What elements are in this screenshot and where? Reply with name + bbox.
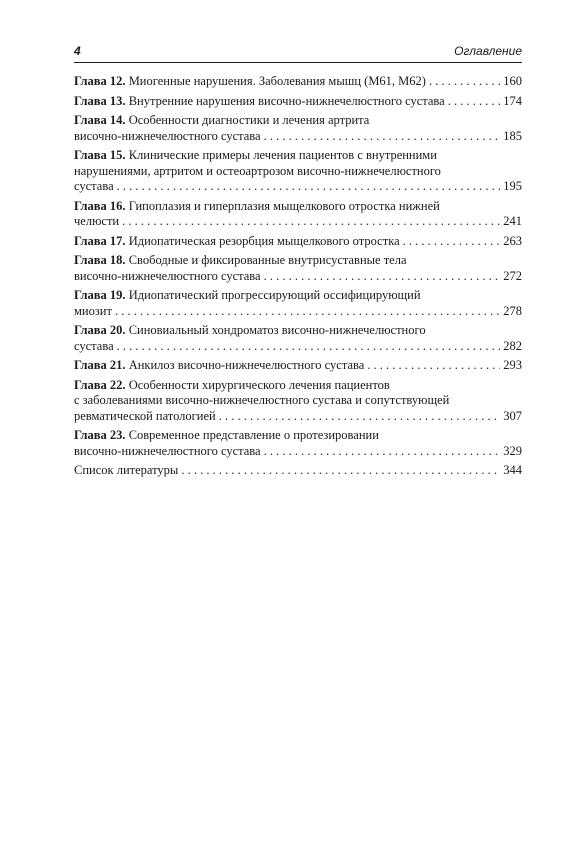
toc-entry-line: [74, 113, 522, 129]
toc-entry-line: [74, 269, 522, 285]
toc-entry[interactable]: [74, 199, 522, 230]
chapter-title: миозит: [74, 303, 112, 318]
dot-leader: [264, 269, 501, 285]
dot-leader: [403, 234, 501, 250]
chapter-title: Идиопатический прогрессирующий оссифицирующий: [128, 288, 421, 302]
dot-leader: [264, 444, 501, 460]
running-header: [74, 42, 522, 63]
chapter-title: Синовиальный хондроматоз височно-нижнечелюстного: [128, 323, 426, 337]
toc-entry-line: [74, 358, 522, 374]
chapter-number: Глава 20.: [74, 323, 126, 337]
toc-entry[interactable]: [74, 463, 522, 479]
toc-entry-line: [74, 304, 522, 320]
chapter-title: Свободные и фиксированные внутрисуставные тела: [128, 253, 407, 267]
toc-entry-line: [74, 253, 522, 269]
toc-entry[interactable]: [74, 234, 522, 250]
chapter-number: Глава 16.: [74, 198, 126, 213]
chapter-title: Особенности хирургического лечения пациентов: [128, 377, 390, 392]
page-ref: 329: [503, 443, 522, 458]
section-title: Оглавление: [454, 44, 522, 58]
toc-entry[interactable]: [74, 428, 522, 459]
toc-entry-line: [74, 339, 522, 355]
toc-entry-line: [74, 393, 522, 409]
chapter-title: Внутренние нарушения височно-нижнечелюстного сустава: [128, 93, 445, 108]
dot-leader: [448, 94, 501, 110]
chapter-title: сустава: [74, 179, 114, 193]
chapter-number: Глава 15.: [74, 148, 126, 162]
toc-entry-line: [74, 428, 522, 444]
toc-entry-line: [74, 463, 522, 479]
page-ref: 185: [503, 128, 522, 143]
page-ref: 195: [503, 179, 522, 193]
toc-entry-line: [74, 179, 522, 195]
table-of-contents: [74, 74, 522, 483]
toc-entry[interactable]: [74, 288, 522, 319]
chapter-title: Миогенные нарушения. Заболевания мышц (M61, M62): [128, 74, 426, 88]
chapter-title: Список литературы: [74, 463, 179, 477]
chapter-number: Глава 19.: [74, 288, 126, 302]
chapter-number: Глава 21.: [74, 358, 126, 372]
chapter-number: Глава 12.: [74, 74, 126, 88]
toc-entry-line: [74, 164, 522, 180]
chapter-number: Глава 18.: [74, 253, 126, 267]
chapter-number: Глава 17.: [74, 233, 126, 248]
page-ref: 307: [503, 408, 522, 423]
toc-entry-line: [74, 444, 522, 460]
chapter-number: Глава 22.: [74, 377, 126, 392]
dot-leader: [117, 179, 501, 195]
chapter-title: височно-нижнечелюстного сустава: [74, 268, 261, 283]
toc-entry-line: [74, 234, 522, 250]
chapter-title: ревматической патологией: [74, 408, 216, 423]
chapter-title: нарушениями, артритом и остеоартрозом височно-нижнечелюстного: [74, 163, 441, 178]
toc-entry[interactable]: [74, 253, 522, 284]
page-ref: 263: [503, 233, 522, 248]
toc-entry-line: [74, 214, 522, 230]
chapter-title: челюсти: [74, 214, 120, 228]
page-ref: 293: [503, 358, 522, 372]
dot-leader: [117, 339, 501, 355]
toc-entry-line: [74, 94, 522, 110]
toc-entry-line: [74, 148, 522, 164]
chapter-title: с заболеваниями височно-нижнечелюстного сустава и сопутствующей: [74, 393, 450, 407]
dot-leader: [115, 304, 500, 320]
page-ref: 278: [503, 303, 522, 318]
chapter-title: сустава: [74, 338, 114, 353]
toc-entry[interactable]: [74, 358, 522, 374]
page-ref: 241: [503, 214, 522, 228]
page-ref: 174: [503, 93, 522, 108]
chapter-title: височно-нижнечелюстного сустава: [74, 443, 261, 458]
chapter-title: Анкилоз височно-нижнечелюстного сустава: [128, 358, 365, 372]
dot-leader: [429, 74, 500, 90]
chapter-title: Гипоплазия и гиперплазия мыщелкового отростка нижней: [128, 198, 440, 213]
chapter-title: Клинические примеры лечения пациентов с внутренними: [128, 148, 437, 162]
toc-entry[interactable]: [74, 148, 522, 195]
chapter-title: височно-нижнечелюстного сустава: [74, 128, 261, 143]
toc-entry-line: [74, 129, 522, 145]
dot-leader: [122, 214, 500, 230]
toc-entry[interactable]: [74, 378, 522, 425]
dot-leader: [219, 409, 501, 425]
dot-leader: [181, 463, 500, 479]
toc-entry-line: [74, 409, 522, 425]
toc-entry-line: [74, 323, 522, 339]
page-number: 4: [74, 44, 81, 58]
dot-leader: [367, 358, 500, 374]
toc-entry[interactable]: [74, 94, 522, 110]
chapter-number: Глава 14.: [74, 113, 126, 127]
toc-entry-line: [74, 74, 522, 90]
page-ref: 272: [503, 268, 522, 283]
toc-entry[interactable]: [74, 74, 522, 90]
dot-leader: [264, 129, 501, 145]
page-ref: 282: [503, 338, 522, 353]
toc-entry-line: [74, 288, 522, 304]
chapter-number: Глава 23.: [74, 428, 126, 442]
chapter-number: Глава 13.: [74, 93, 126, 108]
page-ref: 160: [503, 74, 522, 88]
toc-entry[interactable]: [74, 113, 522, 144]
page-ref: 344: [503, 463, 522, 477]
toc-entry[interactable]: [74, 323, 522, 354]
toc-entry-line: [74, 199, 522, 215]
chapter-title: Идиопатическая резорбция мыщелкового отростка: [128, 233, 400, 248]
chapter-title: Современное представление о протезировании: [128, 428, 379, 442]
toc-entry-line: [74, 378, 522, 394]
chapter-title: Особенности диагностики и лечения артрита: [128, 113, 370, 127]
